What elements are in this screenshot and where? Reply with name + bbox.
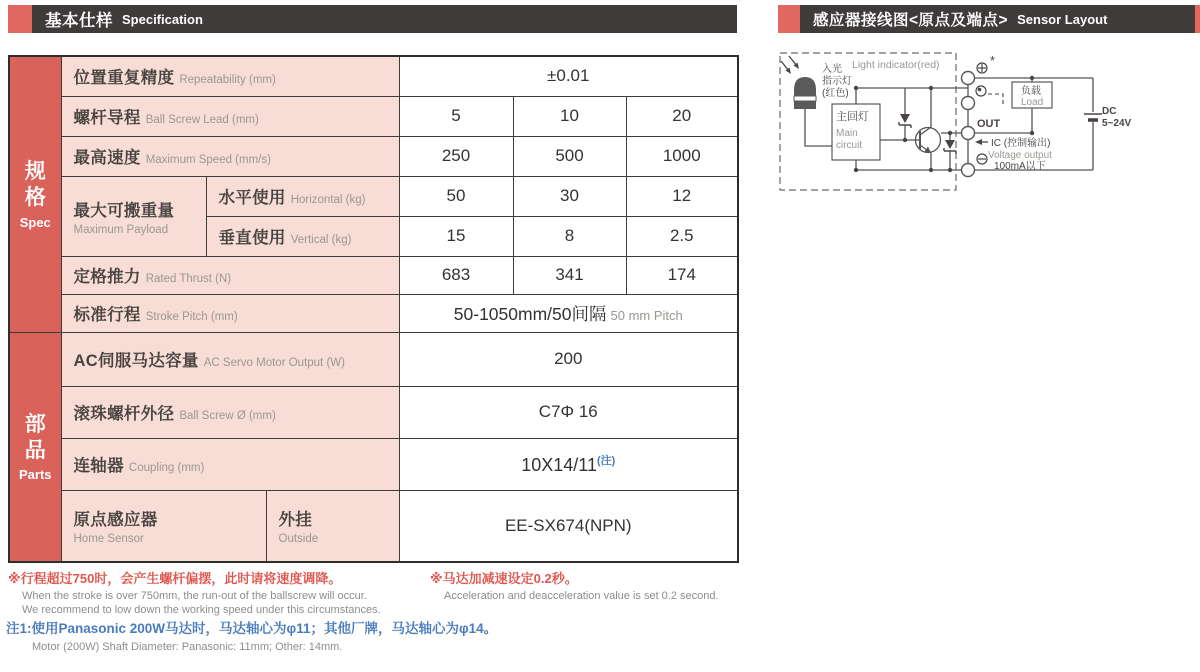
asterisk-mark: * xyxy=(990,53,996,68)
sensor-section-header xyxy=(778,5,1200,33)
led-label-zh-2: 指示灯 xyxy=(822,76,852,87)
label-en: Maximum Speed (mm/s) xyxy=(145,154,271,166)
spec-section-header xyxy=(8,5,737,33)
section-label-en: Spec xyxy=(19,214,51,230)
value-cell: 2.5 xyxy=(626,216,738,256)
label-en: Stroke Pitch (mm) xyxy=(145,311,238,323)
label-en: Repeatability (mm) xyxy=(179,74,276,87)
label-zh: 垂直使用 xyxy=(218,229,286,247)
table-row xyxy=(9,490,738,562)
row-label-ball-screw-lead xyxy=(61,96,399,136)
table-row xyxy=(9,136,738,176)
label-en: Maximum Payload xyxy=(73,223,169,236)
value-cell: 250 xyxy=(399,136,513,176)
coupling-note-ref: (注) xyxy=(596,455,616,467)
voltage-output-label: Voltage output xyxy=(988,150,1052,161)
ic-label: IC (控制输出) xyxy=(991,138,1051,149)
table-row xyxy=(9,332,738,386)
row-label-vertical xyxy=(206,216,399,256)
table-row xyxy=(9,96,738,136)
section-label-en: Parts xyxy=(18,467,52,482)
label-en: Coupling (mm) xyxy=(128,462,205,474)
dc-label: DC xyxy=(1102,106,1117,117)
label-en: Rated Thrust (N) xyxy=(145,273,232,285)
main-circuit-label-en2: circuit xyxy=(836,140,863,151)
label-en: Ball Screw Ø (mm) xyxy=(179,410,276,422)
note-motor-en: Motor (200W) Shaft Diameter: Panasonic: 11mm; Other: 14mm. xyxy=(32,641,343,653)
value-cell: 50 xyxy=(399,176,513,216)
value-cell: 683 xyxy=(399,256,513,294)
accent-sliver xyxy=(1195,5,1200,33)
value-cell: 8 xyxy=(513,216,626,256)
npn-transistor-symbol xyxy=(916,127,941,153)
row-label-max-speed xyxy=(61,136,399,176)
sensor-header-bar xyxy=(800,5,1200,33)
row-label-max-payload xyxy=(61,176,206,256)
table-row xyxy=(9,176,738,216)
out-terminal xyxy=(962,127,975,140)
end-terminal xyxy=(962,97,975,110)
label-zh: 螺杆导程 xyxy=(73,109,141,127)
plus-terminal-symbol xyxy=(977,63,987,73)
stroke-value-en: 50 mm Pitch xyxy=(610,307,683,323)
main-circuit-label-zh: 主回灯 xyxy=(836,111,869,123)
value-cell: 500 xyxy=(513,136,626,176)
coupling-value: 10X14/11 xyxy=(521,455,597,475)
note-accel-zh: ※马达加减速设定0.2秒。 xyxy=(430,571,578,586)
label-en: Ball Screw Lead (mm) xyxy=(145,114,259,126)
label-en: Vertical (kg) xyxy=(290,234,352,246)
label-zh: 最高速度 xyxy=(73,149,141,167)
stroke-value-zh: 50-1050mm/50间隔 xyxy=(453,303,607,324)
label-en: Outside xyxy=(278,533,319,546)
section-band-parts xyxy=(9,332,61,562)
value-cell: 174 xyxy=(626,256,738,294)
led-indicator-symbol xyxy=(794,77,816,109)
spec-header-title-zh: 基本仕样 xyxy=(45,12,113,30)
row-label-rated-thrust xyxy=(61,256,399,294)
note-stroke-zh: ※行程超过750时，会产生螺杆偏摆，此时请将速度调降。 xyxy=(8,571,342,586)
value-cell: 20 xyxy=(626,96,738,136)
spec-header-title-en: Specification xyxy=(122,11,203,27)
row-label-coupling xyxy=(61,438,399,490)
label-zh: 外挂 xyxy=(278,511,313,530)
note-accel-en: Acceleration and deacceleration value is set 0.2 second. xyxy=(444,590,719,602)
section-band-spec xyxy=(9,56,61,332)
value-cell: 5 xyxy=(399,96,513,136)
internal-wires xyxy=(805,88,968,170)
led-label-zh-3: (红色) xyxy=(822,88,849,99)
minus-terminal xyxy=(962,164,975,177)
spec-header-bar xyxy=(32,5,737,33)
value-home-sensor: EE-SX674(NPN) xyxy=(399,490,738,562)
row-label-horizontal xyxy=(206,176,399,216)
sensor-header-title-en: Sensor Layout xyxy=(1017,11,1108,27)
value-cell: 12 xyxy=(626,176,738,216)
table-row xyxy=(9,56,738,96)
row-label-home-sensor xyxy=(61,490,266,562)
light-ray-arrows xyxy=(781,56,799,74)
minus-terminal-symbol xyxy=(977,154,987,164)
current-limit-label: 100mA以下 xyxy=(994,161,1046,172)
specification-table xyxy=(8,55,739,563)
label-zh: AC伺服马达容量 xyxy=(73,352,199,370)
label-en: AC Servo Motor Output (W) xyxy=(203,357,345,369)
load-label-en: Load xyxy=(1021,97,1044,108)
note-motor-zh: 注1:使用Panasonic 200W马达时，马达轴心为φ11；其他厂牌，马达轴心为φ14。 xyxy=(6,621,498,636)
note-stroke-en2: We recommend to low down the working speed under this circumstances. xyxy=(22,604,381,616)
value-cell: 30 xyxy=(513,176,626,216)
row-label-outside xyxy=(266,490,399,562)
label-en: Horizontal (kg) xyxy=(290,194,366,206)
accent-square xyxy=(8,5,32,33)
value-coupling xyxy=(399,438,738,490)
value-ball-screw-dia: C7Φ 16 xyxy=(399,386,738,438)
value-stroke xyxy=(399,294,738,332)
value-repeatability: ±0.01 xyxy=(399,56,738,96)
value-cell: 15 xyxy=(399,216,513,256)
label-zh: 定格推力 xyxy=(73,268,141,286)
value-cell: 1000 xyxy=(626,136,738,176)
end-terminal-symbol xyxy=(976,86,1003,106)
section-label-zh: 规格 xyxy=(24,160,46,210)
label-zh: 连轴器 xyxy=(73,457,124,475)
value-servo-output: 200 xyxy=(399,332,738,386)
main-circuit-label-en1: Main xyxy=(836,128,858,139)
battery-symbol xyxy=(1084,114,1102,120)
label-en: Home Sensor xyxy=(73,533,144,546)
sensor-header-title-zh: 感应器接线图<原点及端点> xyxy=(813,12,1009,29)
table-row xyxy=(9,294,738,332)
value-cell: 10 xyxy=(513,96,626,136)
row-label-repeatability xyxy=(61,56,399,96)
label-zh: 水平使用 xyxy=(218,189,286,207)
label-zh: 最大可搬重量 xyxy=(73,201,175,220)
table-row xyxy=(9,256,738,294)
out-label: OUT xyxy=(977,118,1001,130)
dc-range-label: 5~24V xyxy=(1102,118,1132,129)
row-label-servo-output xyxy=(61,332,399,386)
label-zh: 位置重复精度 xyxy=(73,69,175,88)
light-indicator-label-en: Light indicator(red) xyxy=(852,59,940,71)
row-label-ball-screw-dia xyxy=(61,386,399,438)
label-zh: 原点感应器 xyxy=(73,511,158,530)
label-zh: 滚珠螺杆外径 xyxy=(73,405,175,423)
plus-terminal xyxy=(962,72,975,85)
row-label-stroke xyxy=(61,294,399,332)
note-stroke-en1: When the stroke is over 750mm, the run-out of the ballscrew will occur. xyxy=(22,590,367,602)
table-row xyxy=(9,386,738,438)
table-row xyxy=(9,438,738,490)
ic-arrow xyxy=(975,139,988,145)
led-label-zh-1: 入光 xyxy=(822,64,842,75)
value-cell: 341 xyxy=(513,256,626,294)
sensor-wiring-diagram xyxy=(778,46,1170,198)
accent-square xyxy=(778,5,800,33)
label-zh: 标准行程 xyxy=(73,306,141,324)
section-label-zh: 部品 xyxy=(24,412,46,462)
load-label-zh: 负载 xyxy=(1021,86,1041,97)
